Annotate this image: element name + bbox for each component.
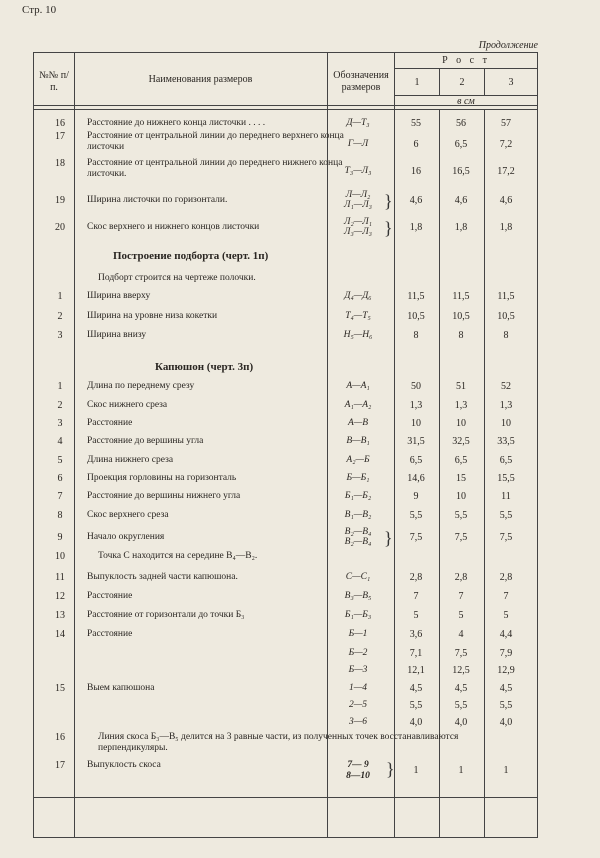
row-name: Ширина внизу (87, 330, 147, 340)
row-value-2: 10 (456, 418, 466, 429)
row-name: Выем капюшона (87, 683, 155, 693)
row-value-2: 4,0 (454, 717, 468, 728)
row-number: 2 (57, 400, 63, 411)
row-name: Расстояние (87, 591, 133, 601)
row-number: 12 (55, 591, 65, 602)
row-name: Скос нижнего среза (87, 400, 168, 410)
row-designation: 7— 9 (347, 760, 369, 770)
row-name: Скос верхнего среза (87, 510, 169, 520)
row-number: 17 (55, 760, 65, 771)
row-value-1: 50 (411, 381, 421, 392)
row-value-1: 10,5 (407, 311, 425, 322)
row-value-3: 4,6 (499, 195, 513, 206)
row-number: 16 (55, 118, 65, 129)
row-value-1: 4,5 (409, 683, 423, 694)
row-number: 18 (55, 158, 65, 169)
row-value-3: 33,5 (497, 436, 515, 447)
row-value-2: 7 (458, 591, 464, 602)
row-value-1: 31,5 (407, 436, 425, 447)
row-value-3: 1 (503, 765, 509, 776)
row-value-2: 32,5 (452, 436, 470, 447)
section-note: Подборт строится на чертеже полочки. (98, 273, 256, 283)
row-value-1: 14,6 (407, 473, 425, 484)
row-number: 5 (57, 455, 63, 466)
row-number: 6 (57, 473, 63, 484)
row-note: Линия скоса Б₃—В₅ делится на 3 равные части, из полученных точек восстанавливаются перпендикуляры. (98, 732, 459, 753)
row-value-2: 10,5 (452, 311, 470, 322)
continued-label: Продолжение (478, 40, 538, 51)
row-name: Расстояние до вершины нижнего угла (87, 491, 241, 501)
row-value-1: 5,5 (409, 700, 423, 711)
row-value-1: 10 (411, 418, 421, 429)
row-value-3: 7 (503, 591, 509, 602)
row-value-3: 15,5 (497, 473, 515, 484)
row-value-2: 1 (458, 765, 464, 776)
row-number: 4 (57, 436, 63, 447)
row-value-2: 56 (456, 118, 466, 129)
row-value-2: 4 (458, 629, 464, 640)
row-designation: А—А₁ (346, 381, 370, 391)
row-value-1: 2,8 (409, 572, 423, 583)
size-3: 3 (508, 77, 514, 88)
row-value-2: 11,5 (452, 291, 470, 302)
brace-mark: } (384, 218, 393, 238)
row-value-3: 4,0 (499, 717, 513, 728)
row-value-3: 7,5 (499, 532, 513, 543)
row-value-1: 9 (413, 491, 419, 502)
row-designation: В₃—В₅ (344, 591, 372, 601)
row-value-3: 8 (503, 330, 509, 341)
row-value-1: 7,5 (409, 532, 423, 543)
row-value-3: 4,5 (499, 683, 513, 694)
row-value-1: 4,6 (409, 195, 423, 206)
row-value-2: 1,8 (454, 222, 468, 233)
row-value-3: 6,5 (499, 455, 513, 466)
row-name: Скос верхнего и нижнего концов листочки (87, 222, 260, 232)
brace-mark: } (386, 759, 395, 779)
row-value-1: 5,5 (409, 510, 423, 521)
row-designation: Т₃—Л₃ (344, 166, 372, 176)
row-value-3: 57 (501, 118, 511, 129)
row-value-2: 4,6 (454, 195, 468, 206)
section-title: Построение подборта (черт. 1п) (113, 250, 269, 262)
row-value-1: 8 (413, 330, 419, 341)
row-value-2: 16,5 (452, 166, 470, 177)
row-name: Выпуклость задней части капюшона. (87, 572, 238, 582)
col-rost-header: Р о с т (442, 55, 490, 66)
row-name: Расстояние до нижнего конца листочки . . . . (87, 118, 266, 128)
col-desig-header: Обозначения размеров (333, 70, 389, 93)
row-designation: Д—Т₃ (346, 118, 370, 128)
row-designation: В—В₁ (346, 436, 370, 446)
row-value-1: 55 (411, 118, 421, 129)
row-value-3: 11 (501, 491, 511, 502)
row-value-1: 6,5 (409, 455, 423, 466)
row-value-1: 5 (413, 610, 419, 621)
row-name: Проекция горловины на горизонталь (87, 473, 237, 483)
row-number: 19 (55, 195, 65, 206)
row-designation: В₂—В₄ (344, 527, 372, 537)
row-designation: В₂—В₄ (344, 537, 372, 547)
row-value-2: 8 (458, 330, 464, 341)
row-value-3: 4,4 (499, 629, 513, 640)
row-number: 3 (57, 418, 63, 429)
row-designation: Н₅—Н₆ (343, 330, 373, 340)
row-designation: 3—6 (349, 717, 367, 727)
row-designation: Б—Б₁ (346, 473, 370, 483)
row-designation: Т₄—Т₅ (345, 311, 371, 321)
row-value-3: 7,2 (499, 139, 513, 150)
col-name-header: Наименования размеров (148, 74, 253, 85)
row-value-1: 6 (413, 139, 419, 150)
row-value-3: 2,8 (499, 572, 513, 583)
row-number: 16 (55, 732, 65, 743)
row-value-3: 17,2 (497, 166, 515, 177)
row-designation: Л₁—Л₃ (344, 200, 372, 210)
row-value-3: 5,5 (499, 700, 513, 711)
row-name: Ширина вверху (87, 291, 151, 301)
row-name: Расстояние от горизонтали до точки Б₃ (87, 610, 245, 620)
row-name: Начало округления (87, 532, 165, 542)
row-name: Расстояние до вершины угла (87, 436, 204, 446)
row-value-3: 7,9 (499, 648, 513, 659)
row-number: 7 (57, 491, 63, 502)
row-value-2: 10 (456, 491, 466, 502)
row-value-2: 1,3 (454, 400, 468, 411)
row-name: Расстояние (87, 418, 133, 428)
row-designation: 8—10 (346, 771, 370, 781)
row-value-2: 7,5 (454, 648, 468, 659)
row-designation: А—В (347, 418, 369, 428)
row-value-1: 1 (413, 765, 419, 776)
row-value-3: 1,3 (499, 400, 513, 411)
row-designation: 2—5 (349, 700, 367, 710)
row-value-1: 7,1 (409, 648, 423, 659)
row-value-3: 12,9 (497, 665, 515, 676)
row-designation: А₁—А₂ (344, 400, 372, 410)
row-value-3: 5 (503, 610, 509, 621)
row-value-3: 10,5 (497, 311, 515, 322)
row-value-2: 4,5 (454, 683, 468, 694)
row-number: 8 (57, 510, 63, 521)
row-value-3: 52 (501, 381, 511, 392)
row-value-2: 6,5 (454, 139, 468, 150)
row-name: Расстояние (87, 629, 133, 639)
row-number: 1 (57, 291, 63, 302)
row-value-1: 16 (411, 166, 421, 177)
row-name: Расстояние от центральной линии до переднего верхнего конца листочки (87, 131, 344, 152)
row-value-2: 7,5 (454, 532, 468, 543)
row-designation: Б₁—Б₂ (344, 491, 372, 501)
row-number: 15 (55, 683, 65, 694)
size-1: 1 (414, 77, 420, 88)
row-value-3: 10 (501, 418, 511, 429)
row-value-1: 1,3 (409, 400, 423, 411)
row-value-2: 5,5 (454, 700, 468, 711)
row-designation: Л₃—Л₃ (344, 227, 372, 237)
row-number: 20 (55, 222, 65, 233)
page-number: Стр. 10 (22, 4, 57, 16)
row-value-2: 6,5 (454, 455, 468, 466)
row-designation: Б—1 (348, 629, 368, 639)
row-name: Расстояние от центральной линии до переднего нижнего конца листочки. (87, 158, 343, 179)
row-value-1: 4,0 (409, 717, 423, 728)
row-name: Длина нижнего среза (87, 455, 174, 465)
size-2: 2 (459, 77, 465, 88)
row-name: Выпуклость скоса (87, 760, 161, 770)
row-number: 3 (57, 330, 63, 341)
col-num-header: №№ п/п. (39, 70, 69, 93)
row-designation: Д₄—Д₆ (344, 291, 372, 301)
row-designation: Г—Л (347, 139, 369, 149)
row-designation: 1—4 (349, 683, 367, 693)
row-designation: Л—Л₂ (345, 190, 371, 200)
row-value-2: 12,5 (452, 665, 470, 676)
unit-label: в см (457, 96, 475, 107)
row-value-1: 3,6 (409, 629, 423, 640)
row-number: 1 (57, 381, 63, 392)
row-number: 17 (55, 131, 65, 142)
row-value-2: 51 (456, 381, 466, 392)
brace-mark: } (384, 528, 393, 548)
row-value-2: 5 (458, 610, 464, 621)
row-value-1: 1,8 (409, 222, 423, 233)
row-value-1: 12,1 (407, 665, 425, 676)
row-number: 14 (55, 629, 65, 640)
section-title: Капюшон (черт. 3п) (155, 361, 254, 373)
row-note: Точка С находится на середине В₄—В₂. (98, 551, 258, 561)
row-number: 9 (57, 532, 63, 543)
row-designation: А₂—Б (346, 455, 370, 465)
row-value-3: 5,5 (499, 510, 513, 521)
row-name: Ширина на уровне низа кокетки (87, 311, 218, 321)
row-name: Длина по переднему срезу (87, 381, 195, 391)
row-designation: В₁—В₂ (344, 510, 372, 520)
row-value-1: 7 (413, 591, 419, 602)
row-value-3: 11,5 (497, 291, 515, 302)
row-value-3: 1,8 (499, 222, 513, 233)
row-designation: Л₂—Л₁ (344, 217, 372, 227)
row-number: 13 (55, 610, 65, 621)
row-number: 2 (57, 311, 63, 322)
row-value-2: 2,8 (454, 572, 468, 583)
row-number: 10 (55, 551, 65, 562)
row-designation: С—С₁ (345, 572, 371, 582)
row-designation: Б₁—Б₃ (344, 610, 372, 620)
row-designation: Б—3 (348, 665, 368, 675)
row-value-2: 15 (456, 473, 466, 484)
row-value-1: 11,5 (407, 291, 425, 302)
row-name: Ширина листочки по горизонтали. (87, 195, 228, 205)
row-value-2: 5,5 (454, 510, 468, 521)
brace-mark: } (384, 191, 393, 211)
row-number: 11 (55, 572, 65, 583)
row-designation: Б—2 (348, 648, 368, 658)
